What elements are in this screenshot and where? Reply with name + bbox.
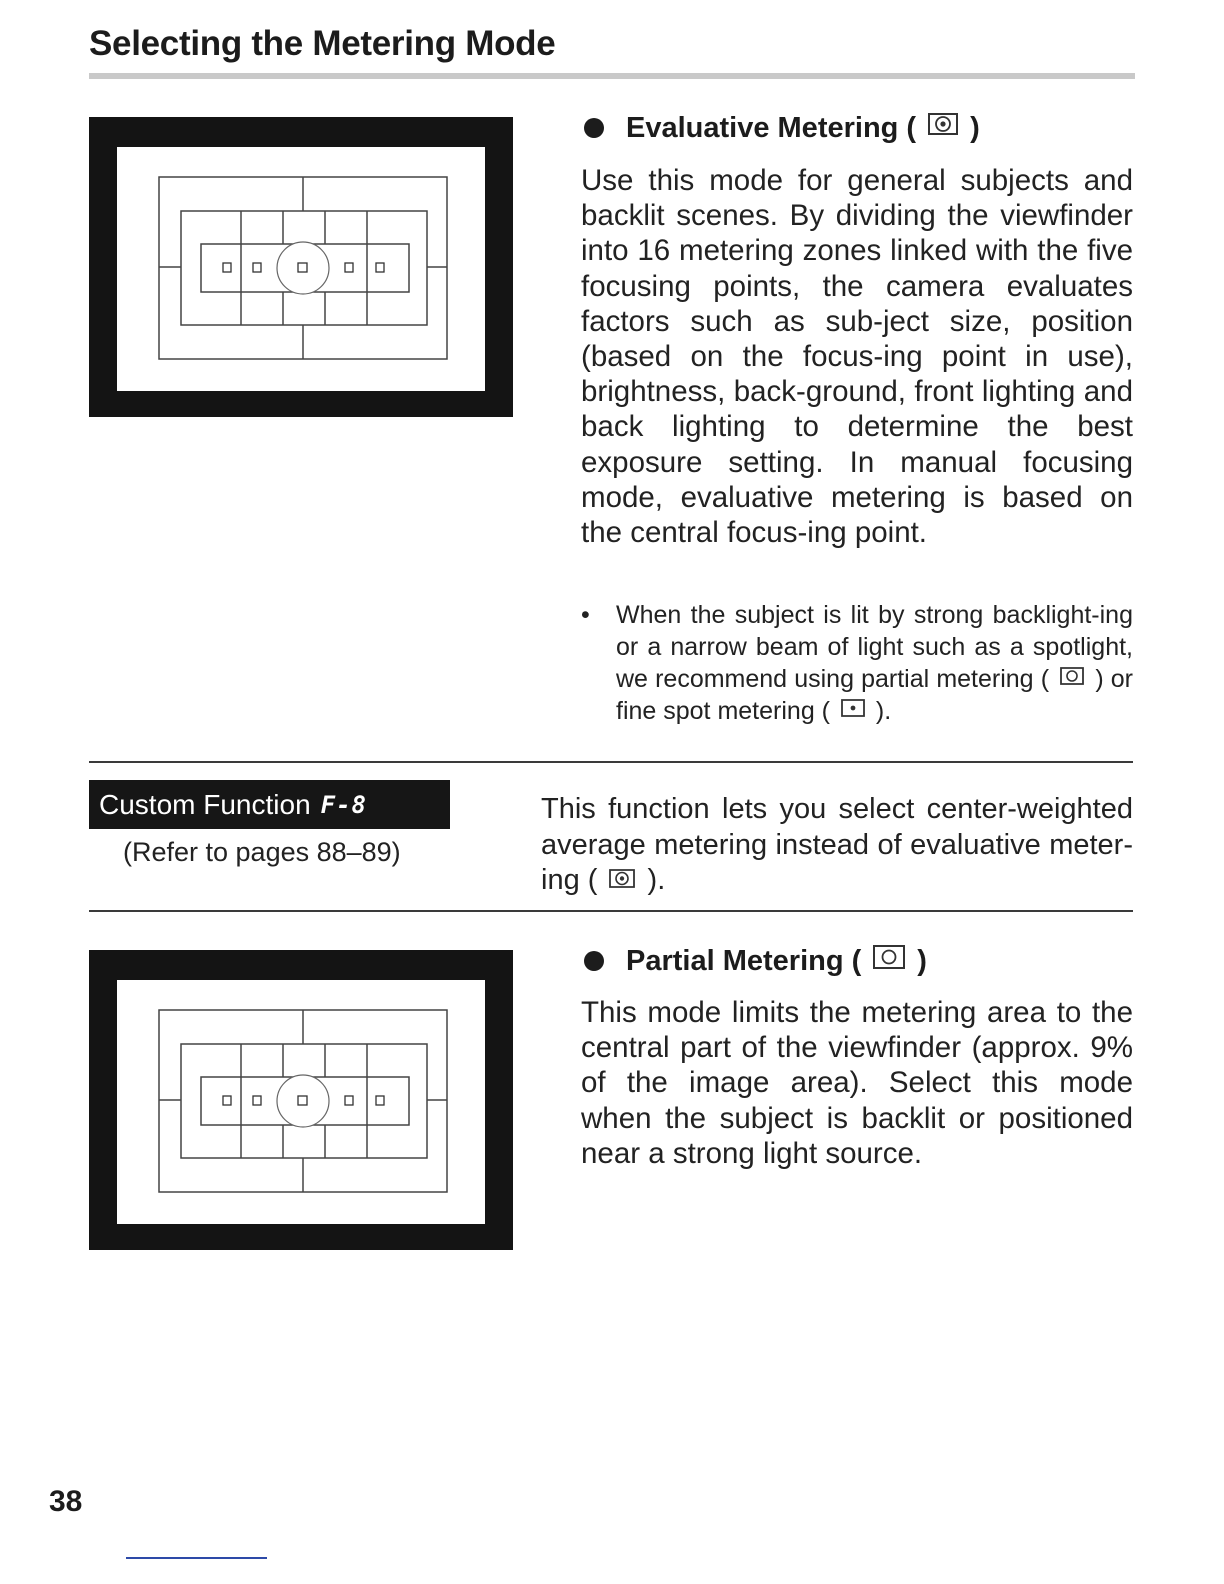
evaluative-note	[581, 600, 1133, 728]
note-text-c: ).	[875, 696, 892, 725]
partial-metering-heading	[584, 943, 927, 979]
section-divider	[89, 761, 1133, 763]
partial-metering-circle	[277, 242, 329, 294]
page-title: Selecting the Metering Mode	[89, 24, 556, 63]
note-text-b: ) or fine spot metering (	[616, 664, 1134, 725]
page-number: 38	[49, 1485, 83, 1518]
heading-bullet	[584, 951, 604, 971]
note-text-a: When the subject is lit by strong backlight-ing or a narrow beam of light such as a spotlight, we recommend using partial metering (	[616, 601, 1133, 693]
custom-function-desc-b: ).	[647, 864, 666, 896]
custom-function-reference: (Refer to pages 88–89)	[123, 837, 401, 867]
custom-function-description	[541, 792, 1133, 899]
note-text	[616, 600, 1133, 728]
evaluative-description: Use this mode for general subjects and backlit scenes. By dividing the viewfinder into 16 metering zones linked with the five focusing points, the camera evaluates factors such as sub-ject size, position (based on the focus-ing point in use), brightness, back-ground, front lighting and back lighting to determine the best exposure setting. In manual focusing mode, evaluative metering is based on the central focus-ing point.	[581, 164, 1133, 550]
evaluative-metering-heading	[584, 111, 980, 145]
title-divider	[89, 73, 1135, 79]
evaluative-metering-icon	[607, 864, 637, 900]
section-divider	[89, 910, 1133, 912]
spot-metering-icon	[839, 696, 867, 728]
heading-bullet	[584, 118, 604, 138]
partial-description: This mode limits the metering area to the central part of the viewfinder (approx. 9% of the image area). Select this mode when the subject is backlit or positioned near a strong light source.	[581, 996, 1133, 1170]
evaluative-heading-close: )	[970, 111, 980, 144]
partial-metering-icon	[871, 943, 907, 979]
evaluative-viewfinder-illustration	[89, 117, 513, 417]
partial-heading-text: Partial Metering (	[626, 944, 862, 977]
evaluative-heading-text: Evaluative Metering (	[626, 111, 917, 144]
custom-function-code: F-8	[320, 790, 367, 819]
evaluative-metering-icon	[926, 111, 960, 145]
custom-function-badge	[89, 780, 450, 829]
footer-line	[126, 1557, 267, 1559]
custom-function-desc-a: This function lets you select center-weighted average metering instead of evaluative meter-ing (	[541, 793, 1133, 896]
partial-viewfinder-illustration	[89, 950, 513, 1250]
custom-function-label: Custom Function	[99, 788, 311, 820]
partial-heading-close: )	[917, 944, 927, 977]
partial-metering-circle	[277, 1075, 329, 1127]
note-bullet: •	[581, 601, 590, 629]
partial-metering-icon	[1058, 664, 1086, 696]
